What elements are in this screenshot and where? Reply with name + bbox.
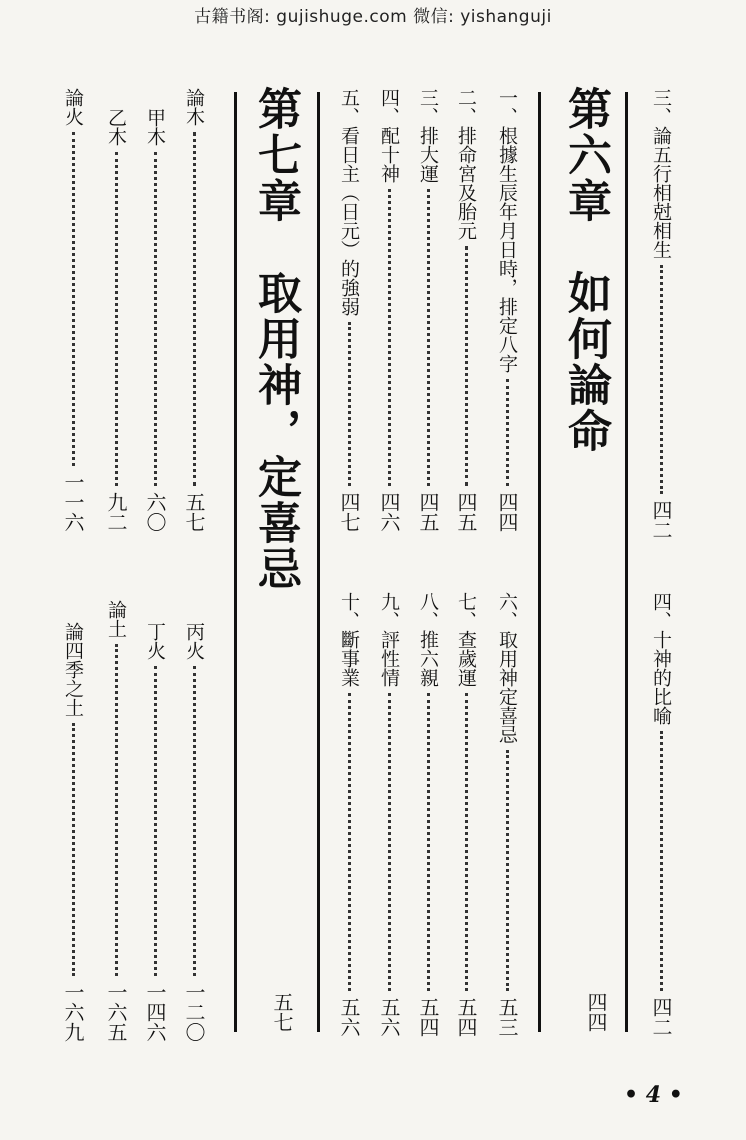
entry-label: 十、斷事業: [338, 592, 360, 687]
entry-label: 六、取用神定喜忌: [496, 592, 518, 744]
toc-entry[interactable]: [62, 622, 84, 1042]
toc-entry[interactable]: [378, 88, 400, 532]
watermark: 古籍书阁: gujishuge.com 微信: yishanguji: [194, 7, 552, 27]
entry-label: 二、排命宮及胎元: [455, 88, 477, 240]
divider-rule: [317, 92, 320, 1032]
leader-dots: [427, 189, 430, 486]
divider-rule: [538, 92, 541, 1032]
leader-dots: [506, 750, 509, 991]
entry-page: 五六: [377, 997, 401, 1037]
leader-dots: [660, 731, 663, 991]
entry-page: 四六: [377, 492, 401, 532]
divider-rule: [625, 92, 628, 1032]
entry-page: 一四六: [143, 982, 167, 1042]
entry-page: 五四: [416, 997, 440, 1037]
entry-page: 一六五: [104, 982, 128, 1042]
entry-label: 九、評性情: [378, 592, 400, 687]
entry-label: 乙木: [105, 108, 127, 146]
entry-label: 一、根據生辰年月日時，排定八字: [496, 88, 518, 373]
entry-page: 四二: [649, 500, 673, 540]
leader-dots: [72, 132, 75, 466]
entry-label: 五、看日主（日元）的強弱: [338, 88, 360, 316]
leader-dots: [465, 693, 468, 991]
leader-dots: [154, 152, 157, 486]
toc-entry[interactable]: [417, 592, 439, 1037]
entry-label: 八、推六親: [417, 592, 439, 687]
entry-label: 丁火: [144, 622, 166, 660]
toc-entry[interactable]: [496, 592, 518, 1037]
chapter-7-page: 五七: [270, 992, 294, 1032]
entry-page: 四四: [495, 492, 519, 532]
entry-label: 三、排大運: [417, 88, 439, 183]
entry-page: 五六: [337, 997, 361, 1037]
entry-page: 一二〇: [182, 982, 206, 1042]
leader-dots: [427, 693, 430, 991]
toc-entry[interactable]: [417, 88, 439, 532]
toc-entry[interactable]: [144, 108, 166, 532]
toc-entry[interactable]: [338, 88, 360, 532]
page-number: • 4 •: [624, 1082, 683, 1108]
entry-page: 九二: [104, 492, 128, 532]
entry-page: 一六九: [61, 982, 85, 1042]
entry-page: 一一六: [61, 472, 85, 532]
toc-entry[interactable]: [650, 592, 672, 1037]
leader-dots: [388, 189, 391, 486]
entry-page: 五四: [454, 997, 478, 1037]
toc-entry[interactable]: [62, 88, 84, 532]
toc-entry[interactable]: [378, 592, 400, 1037]
entry-page: 六〇: [143, 492, 167, 532]
chapter-6-page: 四四: [584, 992, 608, 1032]
leader-dots: [506, 379, 509, 486]
toc-entry[interactable]: [183, 88, 205, 532]
toc-entry[interactable]: [105, 108, 127, 532]
entry-label: 論火: [62, 88, 84, 126]
toc-entry[interactable]: [183, 622, 205, 1042]
toc-entry[interactable]: [105, 600, 127, 1042]
leader-dots: [154, 666, 157, 976]
entry-label: 論四季之土: [62, 622, 84, 717]
entry-label: 七、查歲運: [455, 592, 477, 687]
leader-dots: [348, 693, 351, 991]
entry-label: 四、十神的比喻: [650, 592, 672, 725]
entry-page: 四五: [416, 492, 440, 532]
leader-dots: [348, 322, 351, 486]
entry-page: 五七: [182, 492, 206, 532]
toc-entry[interactable]: [650, 88, 672, 540]
toc-entry[interactable]: [144, 622, 166, 1042]
leader-dots: [193, 132, 196, 486]
entry-label: 論土: [105, 600, 127, 638]
entry-label: 四、配十神: [378, 88, 400, 183]
entry-label: 甲木: [144, 108, 166, 146]
entry-page: 四七: [337, 492, 361, 532]
toc-entry[interactable]: [455, 88, 477, 532]
entry-label: 論木: [183, 88, 205, 126]
chapter-7-title[interactable]: 第七章 取用神，定喜忌: [250, 86, 301, 592]
toc-entry[interactable]: [338, 592, 360, 1037]
chapter-6-title[interactable]: 第六章 如何論命: [560, 86, 611, 454]
entry-label: 丙火: [183, 622, 205, 660]
toc-entry[interactable]: [455, 592, 477, 1037]
leader-dots: [115, 152, 118, 486]
toc-entry[interactable]: [496, 88, 518, 532]
leader-dots: [193, 666, 196, 976]
entry-page: 四五: [454, 492, 478, 532]
leader-dots: [72, 723, 75, 976]
entry-page: 四二: [649, 997, 673, 1037]
leader-dots: [115, 644, 118, 976]
leader-dots: [465, 246, 468, 486]
divider-rule: [234, 92, 237, 1032]
leader-dots: [660, 265, 663, 494]
entry-label: 三、論五行相尅相生: [650, 88, 672, 259]
leader-dots: [388, 693, 391, 991]
entry-page: 五三: [495, 997, 519, 1037]
